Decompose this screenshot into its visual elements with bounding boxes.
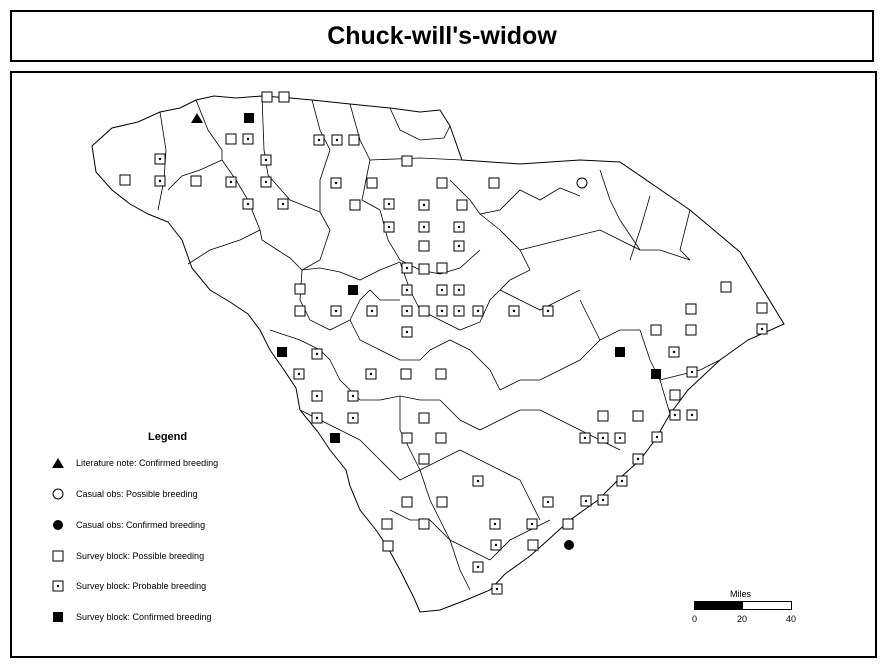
square-dot-marker: [226, 177, 236, 187]
square-open-marker: [419, 241, 429, 251]
square-open-marker: [721, 282, 731, 292]
legend-title: Legend: [148, 431, 188, 443]
square-dot-marker: [454, 222, 464, 232]
county-boundaries: [158, 96, 720, 590]
square-filled-marker: [330, 433, 340, 443]
square-dot-marker: [261, 177, 271, 187]
square-dot-marker: [294, 369, 304, 379]
square-open-icon: [50, 549, 66, 563]
square-open-marker: [383, 541, 393, 551]
square-dot-marker: [384, 222, 394, 232]
square-dot-marker: [492, 584, 502, 594]
square-dot-marker: [348, 391, 358, 401]
square-open-marker: [437, 263, 447, 273]
legend-label: Casual obs: Confirmed breeding: [76, 520, 206, 530]
square-open-marker: [436, 433, 446, 443]
square-dot-marker: [687, 367, 697, 377]
square-filled-marker: [244, 113, 254, 123]
square-dot-marker: [615, 433, 625, 443]
square-open-marker: [686, 304, 696, 314]
triangle-filled-icon: [50, 456, 66, 470]
square-dot-marker: [652, 432, 662, 442]
square-open-marker: [670, 390, 680, 400]
legend-label: Casual obs: Possible breeding: [76, 489, 198, 499]
square-filled-marker: [348, 285, 358, 295]
square-open-marker: [436, 369, 446, 379]
scale-unit-label: Miles: [730, 589, 752, 599]
legend-item-casual-possible: [50, 487, 198, 501]
square-dot-marker: [598, 495, 608, 505]
square-dot-marker: [670, 410, 680, 420]
square-open-marker: [402, 433, 412, 443]
map-title: Chuck-will's-widow: [327, 21, 557, 50]
square-open-marker: [262, 92, 272, 102]
square-filled-marker: [615, 347, 625, 357]
square-dot-marker: [366, 369, 376, 379]
legend-item-survey-possible: [50, 549, 204, 563]
square-dot-marker: [454, 241, 464, 251]
square-dot-marker: [473, 476, 483, 486]
legend-item-survey-probable: [50, 579, 206, 593]
square-open-marker: [563, 519, 573, 529]
square-dot-marker: [491, 540, 501, 550]
legend-item-casual-confirmed: [50, 518, 205, 532]
square-dot-marker: [543, 306, 553, 316]
circle-open-icon: [50, 487, 66, 501]
legend-label: Survey block: Probable breeding: [76, 581, 207, 591]
square-dot-marker: [331, 178, 341, 188]
square-open-marker: [120, 175, 130, 185]
square-dot-marker: [402, 306, 412, 316]
square-filled-marker: [651, 369, 661, 379]
square-open-marker: [367, 178, 377, 188]
square-filled-icon: [50, 610, 66, 624]
square-open-marker: [402, 156, 412, 166]
square-open-marker: [350, 200, 360, 210]
square-dot-marker: [580, 433, 590, 443]
square-dot-marker: [527, 519, 537, 529]
square-dot-marker: [617, 476, 627, 486]
square-open-marker: [757, 303, 767, 313]
square-open-marker: [686, 325, 696, 335]
square-dot-marker: [509, 306, 519, 316]
square-open-marker: [295, 306, 305, 316]
square-open-marker: [419, 454, 429, 464]
square-open-marker: [419, 306, 429, 316]
square-dot-marker: [312, 349, 322, 359]
square-open-marker: [633, 411, 643, 421]
square-dot-marker: [473, 562, 483, 572]
square-open-marker: [528, 540, 538, 550]
square-open-marker: [419, 413, 429, 423]
square-filled-marker: [277, 347, 287, 357]
square-open-marker: [295, 284, 305, 294]
legend-item-literature-confirmed: [50, 456, 218, 470]
square-open-marker: [226, 134, 236, 144]
square-open-marker: [382, 519, 392, 529]
square-dot-marker: [437, 285, 447, 295]
square-dot-marker: [669, 347, 679, 357]
square-dot-marker: [384, 199, 394, 209]
square-dot-marker: [367, 306, 377, 316]
square-open-marker: [191, 176, 201, 186]
square-dot-marker: [454, 285, 464, 295]
square-dot-marker: [581, 496, 591, 506]
square-open-marker: [489, 178, 499, 188]
square-dot-marker: [437, 306, 447, 316]
square-dot-marker: [490, 519, 500, 529]
square-dot-marker: [312, 413, 322, 423]
square-open-marker: [401, 369, 411, 379]
square-dot-icon: [50, 579, 66, 593]
square-dot-marker: [757, 324, 767, 334]
square-dot-marker: [543, 497, 553, 507]
square-open-marker: [437, 178, 447, 188]
scale-bar-graphic: [694, 601, 794, 615]
circle-filled-marker: [564, 540, 574, 550]
square-dot-marker: [633, 454, 643, 464]
square-dot-marker: [261, 155, 271, 165]
square-dot-marker: [419, 222, 429, 232]
square-dot-marker: [278, 199, 288, 209]
square-dot-marker: [331, 306, 341, 316]
circle-open-marker: [577, 178, 587, 188]
square-open-marker: [349, 135, 359, 145]
square-dot-marker: [312, 391, 322, 401]
square-dot-marker: [348, 413, 358, 423]
square-dot-marker: [402, 285, 412, 295]
state-outline: [92, 96, 784, 612]
square-dot-marker: [332, 135, 342, 145]
square-dot-marker: [687, 410, 697, 420]
square-open-marker: [651, 325, 661, 335]
square-dot-marker: [243, 199, 253, 209]
square-dot-marker: [155, 176, 165, 186]
legend-item-survey-confirmed: [50, 610, 212, 624]
square-dot-marker: [155, 154, 165, 164]
triangle-filled-marker: [191, 113, 203, 123]
legend-label: Literature note: Confirmed breeding: [76, 458, 219, 468]
square-open-marker: [598, 411, 608, 421]
square-open-marker: [419, 264, 429, 274]
square-dot-marker: [419, 200, 429, 210]
square-dot-marker: [473, 306, 483, 316]
square-open-marker: [279, 92, 289, 102]
scale-tick-0: 0: [692, 614, 698, 624]
square-open-marker: [419, 519, 429, 529]
square-dot-marker: [598, 433, 608, 443]
square-dot-marker: [454, 306, 464, 316]
legend-label: Survey block: Confirmed breeding: [76, 612, 212, 622]
scale-tick-20: 20: [737, 614, 748, 624]
square-dot-marker: [402, 263, 412, 273]
square-dot-marker: [243, 134, 253, 144]
square-open-marker: [437, 497, 447, 507]
circle-filled-icon: [50, 518, 66, 532]
square-open-marker: [457, 200, 467, 210]
square-dot-marker: [314, 135, 324, 145]
scale-tick-40: 40: [786, 614, 797, 624]
legend-label: Survey block: Possible breeding: [76, 551, 205, 561]
square-dot-marker: [402, 327, 412, 337]
square-open-marker: [402, 497, 412, 507]
